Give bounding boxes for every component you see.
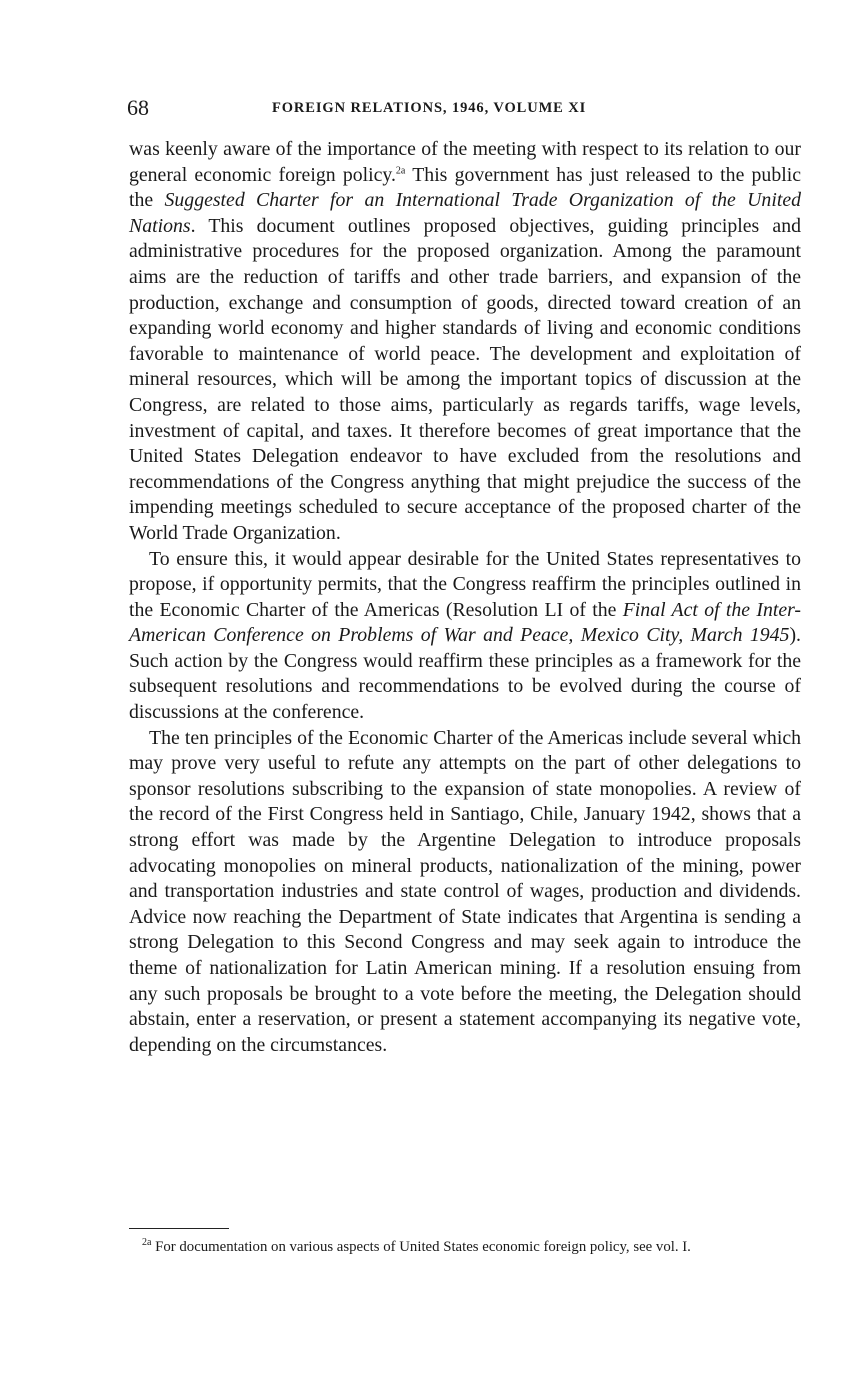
- footnote-mark: 2a: [142, 1237, 152, 1249]
- footnote-divider: [129, 1228, 229, 1229]
- paragraph-3: The ten principles of the Economic Charter of the Americas include several which may prove very useful to refute any attempts on the part of other delegations to sponsor resolutions subscribing to the expansion of state monopolies. A review of the record of the First Congress held in Santiago, Chile, January 1942, shows that a strong effort was made by the Argentine Delegation to introduce proposals advocating monopolies on mineral products, nationalization of the mining, power and transportation industries and state control of wages, production and dividends. Advice now reaching the Department of State indicates that Argentina is sending a strong Delegation to this Second Congress and may seek again to introduce the theme of nationalization for Latin American mining. If a resolution ensuing from any such proposals be brought to a vote before the meeting, the Delegation should abstain, enter a reservation, or present a statement accompanying its negative vote, depending on the circumstances.: [129, 726, 801, 1056]
- paragraph-1-text-2: This government has just released to the public the: [129, 163, 801, 212]
- page-number: 68: [127, 95, 149, 120]
- footnote-reference: 2a: [395, 165, 406, 176]
- paragraph-1-text-1: was keenly aware of the importance of the meeting with respect to its relation to our general economic foreign policy.: [129, 138, 801, 186]
- paragraph-2: [129, 547, 801, 726]
- suggested-charter-title: Suggested Charter for an International Trade Organization of the United Nations: [129, 189, 801, 237]
- final-act-title: Final Act of the Inter-American Conference on Problems of War and Peace, Mexico City, March 1945: [129, 598, 801, 647]
- footnote: [124, 1238, 799, 1257]
- page-header: [127, 95, 799, 123]
- paragraph-2-text-1: To ensure this, it would appear desirable for the United States representatives to propose, if opportunity permits, that the Congress reaffirm the principles outlined in the Economic Charter of the Americas (Resolution LI of the: [129, 547, 801, 621]
- body-text: [129, 137, 801, 1058]
- paragraph-2-text-2: ). Such action by the Congress would reaffirm these principles as a framework for the subsequent resolutions and recommendations to be evolved during the course of discussions at the conference.: [129, 624, 801, 724]
- paragraph-1: [129, 137, 801, 547]
- paragraph-1-text-3: . This document outlines proposed objectives, guiding principles and administrative procedures for the proposed organization. Among the paramount aims are the reduction of tariffs and other trade barriers, and expansion of the production, exchange and consumption of goods, directed toward creation of an expanding world economy and higher standards of living and economic conditions favorable to maintenance of world peace. The development and exploitation of mineral resources, which will be among the important topics of discussion at the Congress, are related to those aims, particularly as regards tariffs, wage levels, investment of capital, and taxes. It therefore becomes of great importance that the United States Delegation endeavor to have excluded from the resolutions and recommendations of the Congress anything that might prejudice the success of the impending meetings scheduled to secure acceptance of the proposed charter of the World Trade Organization.: [129, 214, 801, 544]
- footnote-text: For documentation on various aspects of United States economic foreign policy, see vol. I.: [151, 1239, 691, 1255]
- running-head: FOREIGN RELATIONS, 1946, VOLUME XI: [272, 100, 587, 116]
